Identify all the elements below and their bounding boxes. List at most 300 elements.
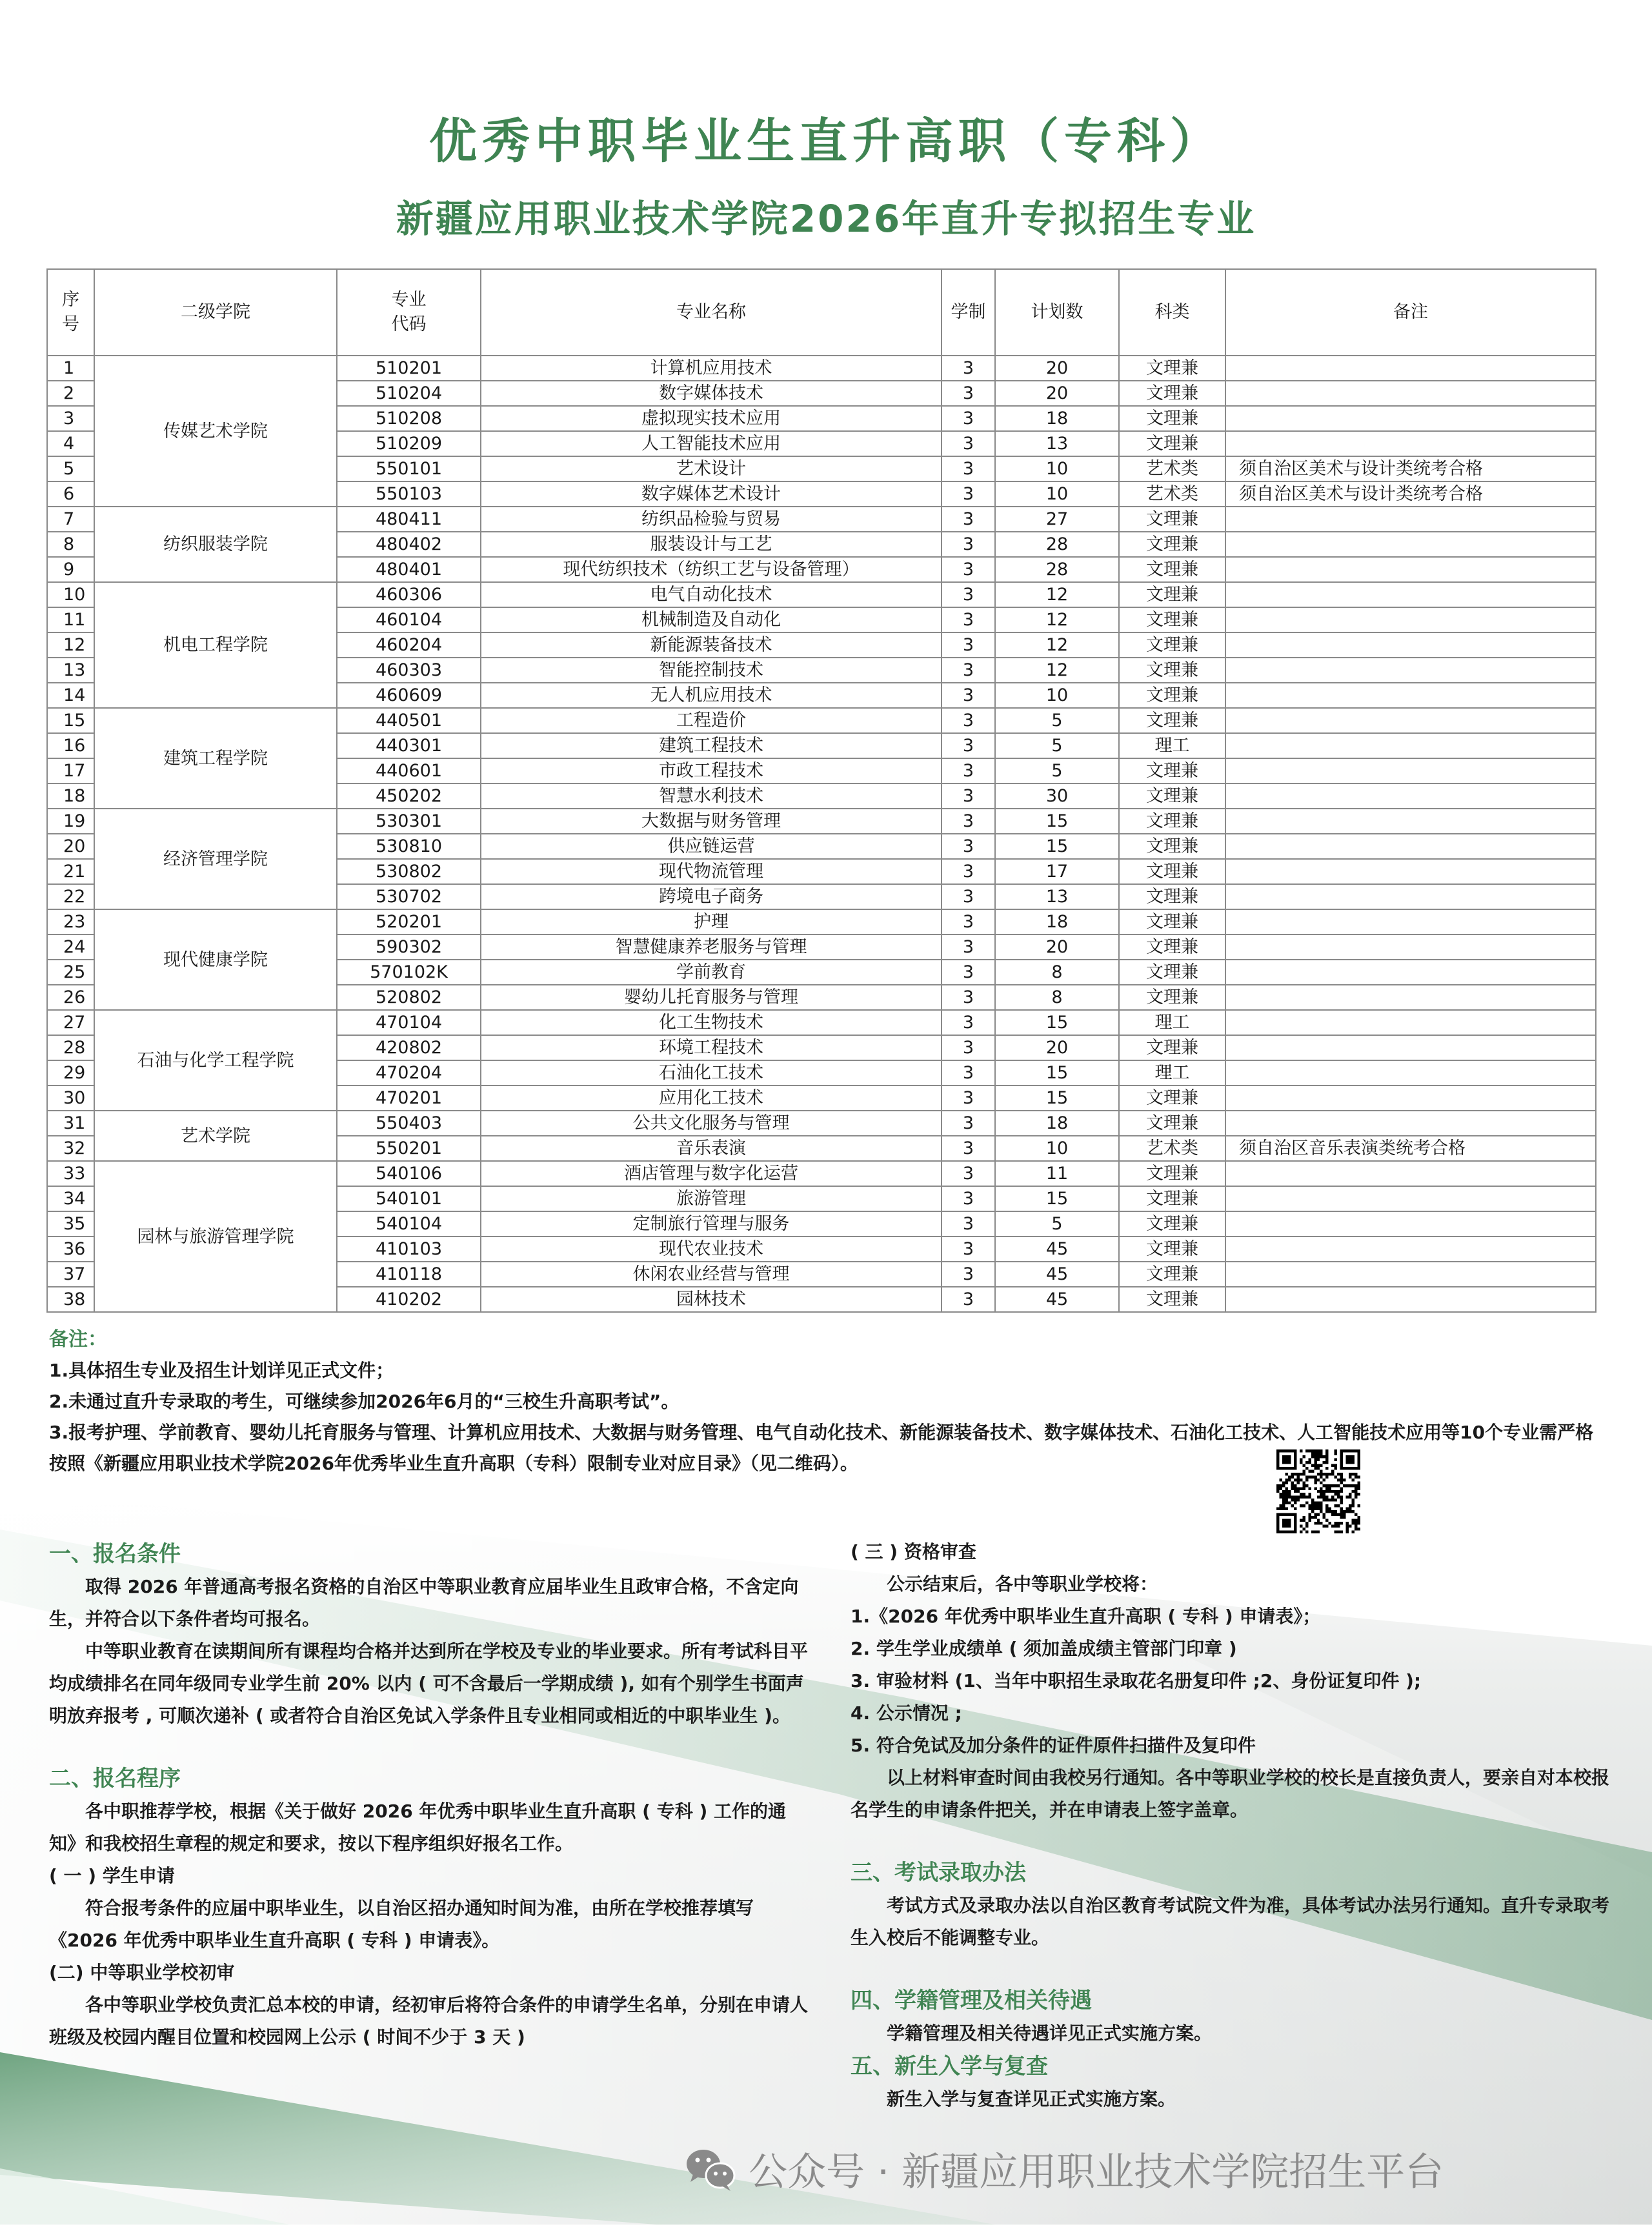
cell-remark [1225, 834, 1596, 859]
cell-remark: 须自治区美术与设计类统考合格 [1225, 481, 1596, 507]
cell-code: 420802 [337, 1035, 481, 1060]
cell-category: 文理兼 [1119, 783, 1225, 809]
cell-remark [1225, 582, 1596, 607]
cell-remark [1225, 1161, 1596, 1186]
cell-code: 510201 [337, 356, 481, 381]
cell-seq: 10 [47, 582, 94, 607]
column-header-remark: 备注 [1225, 269, 1596, 356]
cell-plan: 18 [995, 406, 1119, 431]
cell-category: 艺术类 [1119, 456, 1225, 481]
cell-remark [1225, 557, 1596, 582]
cell-remark [1225, 809, 1596, 834]
cell-major-name: 定制旅行管理与服务 [481, 1211, 942, 1237]
cell-remark [1225, 532, 1596, 557]
cell-category: 文理兼 [1119, 1211, 1225, 1237]
cell-major-name: 应用化工技术 [481, 1085, 942, 1111]
section-4-text: 学籍管理及相关待遇详见正式实施方案。 [887, 2023, 1213, 2044]
cell-code: 520802 [337, 985, 481, 1010]
cell-code: 570102K [337, 960, 481, 985]
cell-category: 文理兼 [1119, 960, 1225, 985]
cell-remark [1225, 934, 1596, 960]
cell-plan: 17 [995, 859, 1119, 884]
cell-plan: 45 [995, 1287, 1119, 1312]
cell-code: 510208 [337, 406, 481, 431]
majors-table [46, 268, 1597, 1313]
cell-remark [1225, 1085, 1596, 1111]
material-item: 3. 审验材料 (1、当年中职招生录取花名册复印件 ;2、身份证复印件 ); [851, 1670, 1422, 1691]
cell-major-name: 建筑工程技术 [481, 733, 942, 758]
cell-years: 3 [942, 1085, 995, 1111]
cell-seq: 36 [47, 1237, 94, 1262]
cell-category: 文理兼 [1119, 758, 1225, 783]
cell-category: 文理兼 [1119, 582, 1225, 607]
cell-years: 3 [942, 1136, 995, 1161]
section-3-text: 考试方式及录取办法以自治区教育考试院文件为准，具体考试办法另行通知。直升专录取考生入校后不能调整专业。 [851, 1895, 1610, 1948]
cell-years: 3 [942, 758, 995, 783]
right-column [851, 1536, 1612, 2115]
cell-seq: 25 [47, 960, 94, 985]
cell-category: 文理兼 [1119, 557, 1225, 582]
cell-code: 410118 [337, 1262, 481, 1287]
section-heading-2: 二、报名程序 [49, 1766, 181, 1792]
cell-code: 530802 [337, 859, 481, 884]
cell-category: 艺术类 [1119, 1136, 1225, 1161]
table-row [47, 809, 1596, 834]
table-body [47, 356, 1596, 1312]
cell-code: 520201 [337, 909, 481, 934]
cell-years: 3 [942, 783, 995, 809]
cell-seq: 13 [47, 658, 94, 683]
cell-remark [1225, 1035, 1596, 1060]
cell-years: 3 [942, 934, 995, 960]
cell-major-name: 石油化工技术 [481, 1060, 942, 1085]
cell-remark [1225, 859, 1596, 884]
cell-years: 3 [942, 884, 995, 909]
cell-code: 460204 [337, 632, 481, 658]
cell-category: 文理兼 [1119, 985, 1225, 1010]
cell-category: 文理兼 [1119, 809, 1225, 834]
cell-category: 文理兼 [1119, 406, 1225, 431]
cell-major-name: 酒店管理与数字化运营 [481, 1161, 942, 1186]
cell-college: 经济管理学院 [94, 809, 337, 909]
cell-category: 文理兼 [1119, 859, 1225, 884]
cell-category: 文理兼 [1119, 909, 1225, 934]
cell-major-name: 跨境电子商务 [481, 884, 942, 909]
cell-seq: 14 [47, 683, 94, 708]
cell-plan: 5 [995, 758, 1119, 783]
column-header-years: 学制 [942, 269, 995, 356]
cell-major-name: 园林技术 [481, 1287, 942, 1312]
header-code-line-1: 专业 [391, 290, 427, 310]
cell-seq: 6 [47, 481, 94, 507]
cell-category: 理工 [1119, 1060, 1225, 1085]
cell-seq: 33 [47, 1161, 94, 1186]
section-5-text: 新生入学与复查详见正式实施方案。 [887, 2088, 1176, 2110]
column-header-category: 科类 [1119, 269, 1225, 356]
table-row [47, 909, 1596, 934]
cell-code: 410202 [337, 1287, 481, 1312]
cell-seq: 22 [47, 884, 94, 909]
cell-years: 3 [942, 1161, 995, 1186]
cell-major-name: 学前教育 [481, 960, 942, 985]
cell-remark [1225, 632, 1596, 658]
cell-code: 460609 [337, 683, 481, 708]
page-subtitle: 新疆应用职业技术学院2026年直升专拟招生专业 [396, 197, 1256, 241]
cell-category: 文理兼 [1119, 1085, 1225, 1111]
cell-remark [1225, 683, 1596, 708]
cell-years: 3 [942, 658, 995, 683]
cell-remark [1225, 1060, 1596, 1085]
cell-major-name: 大数据与财务管理 [481, 809, 942, 834]
cell-years: 3 [942, 1010, 995, 1035]
cell-code: 550101 [337, 456, 481, 481]
cell-category: 文理兼 [1119, 1161, 1225, 1186]
cell-years: 3 [942, 481, 995, 507]
left-column [49, 1537, 811, 2054]
cell-remark [1225, 1237, 1596, 1262]
cell-college: 石油与化学工程学院 [94, 1010, 337, 1111]
cell-plan: 15 [995, 1085, 1119, 1111]
section-heading-5: 五、新生入学与复查 [851, 2054, 1048, 2079]
cell-remark [1225, 607, 1596, 632]
cell-category: 文理兼 [1119, 934, 1225, 960]
material-item: 1.《2026 年优秀中职毕业生直升高职 ( 专科 ) 申请表》； [851, 1606, 1321, 1627]
cell-years: 3 [942, 733, 995, 758]
header-seq-line-2: 号 [62, 314, 79, 334]
cell-seq: 15 [47, 708, 94, 733]
cell-code: 480401 [337, 557, 481, 582]
cell-seq: 7 [47, 507, 94, 532]
wechat-icon [684, 2146, 737, 2192]
cell-code: 510209 [337, 431, 481, 456]
cell-years: 3 [942, 909, 995, 934]
cell-years: 3 [942, 456, 995, 481]
cell-category: 艺术类 [1119, 481, 1225, 507]
table-row [47, 708, 1596, 733]
cell-code: 540104 [337, 1211, 481, 1237]
cell-years: 3 [942, 1262, 995, 1287]
cell-remark [1225, 758, 1596, 783]
cell-years: 3 [942, 809, 995, 834]
cell-seq: 1 [47, 356, 94, 381]
cell-years: 3 [942, 1287, 995, 1312]
cell-seq: 27 [47, 1010, 94, 1035]
cell-major-name: 智慧水利技术 [481, 783, 942, 809]
cell-plan: 15 [995, 809, 1119, 834]
cell-major-name: 婴幼儿托育服务与管理 [481, 985, 942, 1010]
note-item: 3.报考护理、学前教育、婴幼儿托育服务与管理、计算机应用技术、大数据与财务管理、电气自动化技术、新能源装备技术、数字媒体技术、石油化工技术、人工智能技术应用等10个专业需严格按照《新疆应用职业技术学院2026年优秀毕业生直升高职（专科）限制专业对应目录》（见二维码）。 [49, 1422, 1594, 1474]
cell-remark [1225, 985, 1596, 1010]
cell-remark [1225, 1262, 1596, 1287]
subsection-1-text: 符合报考条件的应届中职毕业生，以自治区招办通知时间为准，由所在学校推荐填写《2026 年优秀中职毕业生直升高职 ( 专科 ) 申请表》。 [49, 1897, 754, 1951]
cell-plan: 8 [995, 960, 1119, 985]
cell-major-name: 智能控制技术 [481, 658, 942, 683]
section-heading-4: 四、学籍管理及相关待遇 [851, 1988, 1092, 2014]
cell-category: 理工 [1119, 733, 1225, 758]
cell-plan: 12 [995, 582, 1119, 607]
table-row [47, 582, 1596, 607]
section-heading-1: 一、报名条件 [49, 1541, 181, 1567]
cell-major-name: 人工智能技术应用 [481, 431, 942, 456]
material-item: 2. 学生学业成绩单 ( 须加盖成绩主管部门印章 ) [851, 1638, 1237, 1659]
cell-plan: 10 [995, 683, 1119, 708]
cell-seq: 9 [47, 557, 94, 582]
material-item: 4. 公示情况 ; [851, 1702, 962, 1724]
cell-plan: 10 [995, 1136, 1119, 1161]
cell-seq: 18 [47, 783, 94, 809]
cell-seq: 5 [47, 456, 94, 481]
cell-college: 传媒艺术学院 [94, 356, 337, 507]
cell-seq: 34 [47, 1186, 94, 1211]
cell-seq: 4 [47, 431, 94, 456]
cell-major-name: 无人机应用技术 [481, 683, 942, 708]
cell-category: 文理兼 [1119, 658, 1225, 683]
cell-plan: 12 [995, 658, 1119, 683]
cell-code: 550103 [337, 481, 481, 507]
cell-major-name: 环境工程技术 [481, 1035, 942, 1060]
cell-major-name: 音乐表演 [481, 1136, 942, 1161]
cell-plan: 28 [995, 557, 1119, 582]
cell-seq: 12 [47, 632, 94, 658]
cell-remark [1225, 1111, 1596, 1136]
cell-code: 510204 [337, 381, 481, 406]
cell-major-name: 电气自动化技术 [481, 582, 942, 607]
cell-major-name: 虚拟现实技术应用 [481, 406, 942, 431]
cell-plan: 18 [995, 909, 1119, 934]
cell-plan: 10 [995, 481, 1119, 507]
cell-plan: 8 [995, 985, 1119, 1010]
cell-plan: 20 [995, 381, 1119, 406]
header-seq-line-1: 序 [62, 290, 79, 310]
cell-remark [1225, 1010, 1596, 1035]
watermark-text: 公众号 · 新疆应用职业技术学院招生平台 [749, 2150, 1444, 2195]
cell-years: 3 [942, 1035, 995, 1060]
cell-years: 3 [942, 1186, 995, 1211]
cell-plan: 28 [995, 532, 1119, 557]
subsection-heading-2: (二) 中等职业学校初审 [49, 1962, 235, 1983]
cell-major-name: 化工生物技术 [481, 1010, 942, 1035]
cell-seq: 35 [47, 1211, 94, 1237]
cell-seq: 21 [47, 859, 94, 884]
cell-code: 470204 [337, 1060, 481, 1085]
cell-major-name: 现代农业技术 [481, 1237, 942, 1262]
cell-seq: 8 [47, 532, 94, 557]
cell-major-name: 旅游管理 [481, 1186, 942, 1211]
cell-college: 现代健康学院 [94, 909, 337, 1010]
cell-major-name: 机械制造及自动化 [481, 607, 942, 632]
cell-years: 3 [942, 1060, 995, 1085]
cell-code: 440501 [337, 708, 481, 733]
cell-years: 3 [942, 1211, 995, 1237]
cell-plan: 12 [995, 607, 1119, 632]
cell-remark [1225, 733, 1596, 758]
cell-category: 文理兼 [1119, 607, 1225, 632]
cell-plan: 10 [995, 456, 1119, 481]
cell-code: 440301 [337, 733, 481, 758]
section-1-paragraph: 中等职业教育在读期间所有课程均合格并达到所在学校及专业的毕业要求。所有考试科目平均成绩排名在同年级同专业学生前 20% 以内 ( 可不含最后一学期成绩 ), 如有个别学生书面声明放弃报考 , 可顺次递补 ( 或者符合自治区免试入学条件且专业相同或相近的中职毕业生 )。 [49, 1640, 809, 1726]
subsection-heading-1: ( 一 ) 学生申请 [49, 1865, 175, 1886]
cell-major-name: 纺织品检验与贸易 [481, 507, 942, 532]
cell-major-name: 现代物流管理 [481, 859, 942, 884]
cell-seq: 37 [47, 1262, 94, 1287]
cell-seq: 19 [47, 809, 94, 834]
cell-major-name: 数字媒体技术 [481, 381, 942, 406]
cell-seq: 11 [47, 607, 94, 632]
section-heading-3: 三、考试录取办法 [851, 1860, 1026, 1886]
cell-code: 530702 [337, 884, 481, 909]
cell-category: 文理兼 [1119, 834, 1225, 859]
cell-seq: 32 [47, 1136, 94, 1161]
cell-years: 3 [942, 985, 995, 1010]
subsection-heading-3: ( 三 ) 资格审查 [851, 1541, 976, 1562]
cell-plan: 15 [995, 1060, 1119, 1085]
cell-years: 3 [942, 507, 995, 532]
cell-plan: 18 [995, 1111, 1119, 1136]
cell-plan: 20 [995, 1035, 1119, 1060]
cell-remark [1225, 356, 1596, 381]
cell-years: 3 [942, 1111, 995, 1136]
cell-major-name: 工程造价 [481, 708, 942, 733]
cell-plan: 20 [995, 356, 1119, 381]
cell-years: 3 [942, 859, 995, 884]
cell-major-name: 供应链运营 [481, 834, 942, 859]
table-row [47, 507, 1596, 532]
cell-major-name: 护理 [481, 909, 942, 934]
cell-seq: 16 [47, 733, 94, 758]
cell-category: 文理兼 [1119, 884, 1225, 909]
cell-years: 3 [942, 683, 995, 708]
cell-major-name: 新能源装备技术 [481, 632, 942, 658]
cell-code: 480402 [337, 532, 481, 557]
cell-major-name: 公共文化服务与管理 [481, 1111, 942, 1136]
cell-category: 文理兼 [1119, 532, 1225, 557]
cell-plan: 12 [995, 632, 1119, 658]
cell-years: 3 [942, 532, 995, 557]
cell-plan: 15 [995, 1010, 1119, 1035]
table-row [47, 1010, 1596, 1035]
cell-plan: 15 [995, 834, 1119, 859]
cell-category: 文理兼 [1119, 1186, 1225, 1211]
cell-category: 文理兼 [1119, 431, 1225, 456]
cell-plan: 5 [995, 1211, 1119, 1237]
cell-seq: 20 [47, 834, 94, 859]
cell-code: 550201 [337, 1136, 481, 1161]
cell-category: 文理兼 [1119, 356, 1225, 381]
cell-years: 3 [942, 632, 995, 658]
cell-remark [1225, 909, 1596, 934]
notes-title: 备注： [49, 1328, 107, 1351]
cell-years: 3 [942, 557, 995, 582]
cell-seq: 31 [47, 1111, 94, 1136]
cell-plan: 45 [995, 1262, 1119, 1287]
cell-plan: 13 [995, 884, 1119, 909]
cell-remark [1225, 1287, 1596, 1312]
cell-seq: 29 [47, 1060, 94, 1085]
cell-code: 450202 [337, 783, 481, 809]
cell-plan: 13 [995, 431, 1119, 456]
cell-years: 3 [942, 582, 995, 607]
cell-seq: 3 [47, 406, 94, 431]
cell-major-name: 服装设计与工艺 [481, 532, 942, 557]
cell-college: 机电工程学院 [94, 582, 337, 708]
qr-code[interactable] [1276, 1449, 1360, 1533]
cell-remark [1225, 406, 1596, 431]
cell-code: 530810 [337, 834, 481, 859]
cell-plan: 27 [995, 507, 1119, 532]
cell-category: 文理兼 [1119, 632, 1225, 658]
cell-years: 3 [942, 708, 995, 733]
cell-years: 3 [942, 607, 995, 632]
cell-seq: 26 [47, 985, 94, 1010]
column-header-code [337, 269, 481, 356]
cell-remark [1225, 960, 1596, 985]
cell-remark: 须自治区美术与设计类统考合格 [1225, 456, 1596, 481]
material-item: 5. 符合免试及加分条件的证件原件扫描件及复印件 [851, 1735, 1256, 1756]
cell-plan: 45 [995, 1237, 1119, 1262]
cell-code: 480411 [337, 507, 481, 532]
cell-college: 纺织服装学院 [94, 507, 337, 582]
cell-category: 理工 [1119, 1010, 1225, 1035]
cell-years: 3 [942, 431, 995, 456]
table-header-row [47, 269, 1596, 356]
cell-code: 440601 [337, 758, 481, 783]
cell-seq: 17 [47, 758, 94, 783]
cell-seq: 38 [47, 1287, 94, 1312]
column-header-major-name: 专业名称 [481, 269, 942, 356]
cell-years: 3 [942, 356, 995, 381]
section-1-paragraph: 取得 2026 年普通高考报名资格的自治区中等职业教育应届毕业生且政审合格，不含定向生，并符合以下条件者均可报名。 [49, 1576, 799, 1630]
cell-code: 550403 [337, 1111, 481, 1136]
cell-years: 3 [942, 381, 995, 406]
cell-years: 3 [942, 406, 995, 431]
cell-code: 540106 [337, 1161, 481, 1186]
cell-remark [1225, 783, 1596, 809]
cell-college: 园林与旅游管理学院 [94, 1161, 337, 1312]
cell-years: 3 [942, 960, 995, 985]
cell-code: 460104 [337, 607, 481, 632]
subsection-3-outro: 以上材料审查时间由我校另行通知。各中等职业学校的校长是直接负责人，要亲自对本校报名学生的申请条件把关，并在申请表上签字盖章。 [851, 1767, 1610, 1821]
cell-category: 文理兼 [1119, 381, 1225, 406]
table-row [47, 1111, 1596, 1136]
cell-category: 文理兼 [1119, 1237, 1225, 1262]
cell-category: 文理兼 [1119, 507, 1225, 532]
cell-remark [1225, 1211, 1596, 1237]
cell-category: 文理兼 [1119, 708, 1225, 733]
cell-major-name: 休闲农业经营与管理 [481, 1262, 942, 1287]
cell-remark [1225, 658, 1596, 683]
table-row [47, 356, 1596, 381]
cell-years: 3 [942, 1237, 995, 1262]
cell-major-name: 计算机应用技术 [481, 356, 942, 381]
cell-code: 540101 [337, 1186, 481, 1211]
cell-remark: 须自治区音乐表演类统考合格 [1225, 1136, 1596, 1161]
cell-remark [1225, 381, 1596, 406]
cell-code: 530301 [337, 809, 481, 834]
cell-remark [1225, 507, 1596, 532]
cell-major-name: 数字媒体艺术设计 [481, 481, 942, 507]
column-header-plan: 计划数 [995, 269, 1119, 356]
cell-code: 470104 [337, 1010, 481, 1035]
subsection-2-text: 各中等职业学校负责汇总本校的申请，经初审后将符合条件的申请学生名单，分别在申请人班级及校园内醒目位置和校园网上公示 ( 时间不少于 3 天 ) [49, 1994, 809, 2048]
subsection-3-intro: 公示结束后，各中等职业学校将： [887, 1573, 1158, 1595]
cell-plan: 5 [995, 733, 1119, 758]
cell-code: 590302 [337, 934, 481, 960]
cell-category: 文理兼 [1119, 1287, 1225, 1312]
cell-remark [1225, 1186, 1596, 1211]
cell-category: 文理兼 [1119, 1111, 1225, 1136]
cell-remark [1225, 884, 1596, 909]
cell-plan: 11 [995, 1161, 1119, 1186]
